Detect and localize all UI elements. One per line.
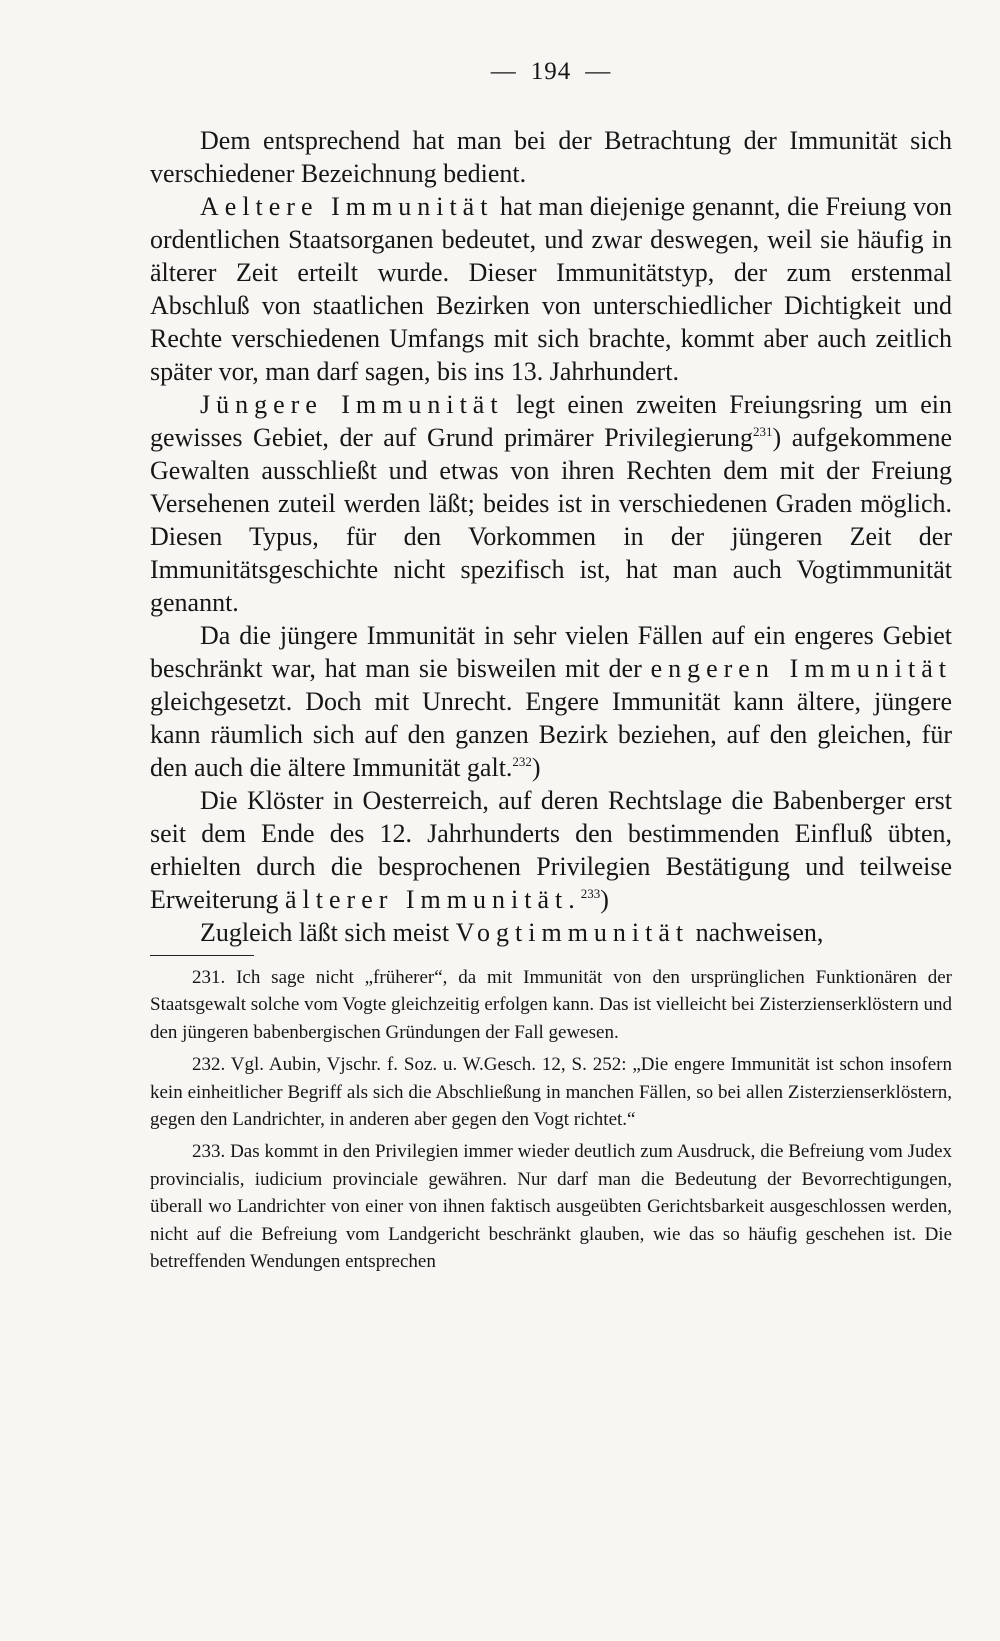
paragraph-1 <box>150 124 952 190</box>
footnote-233: 233. Das kommt in den Privilegien immer wieder deutlich zum Ausdruck, die Befreiung vom Judex provincialis, iudicium provinciale gewähren. Nur darf man die Bedeutung der Bevorrechtigungen, überall wo Landrichter von einer von ihnen faktisch ausgeübten Gerichtsbarkeit ausgeschlossen werden, nicht auf die Befreiung vom Landgericht beschränkt glauben, wie das so häufig geschehen ist. Die betreffenden Wendungen entsprechen <box>150 1141 952 1273</box>
footnote-ref-232[interactable]: 232 <box>512 754 532 769</box>
paragraph-5-text-c: ) <box>600 885 609 914</box>
paragraph-5 <box>150 784 952 916</box>
paragraph-3-text-a: legt einen zweiten Freiungsring um ein gewisses Gebiet, der auf Grund primärer Privilegierung <box>150 390 952 452</box>
page-number-dash-left: — <box>490 58 517 85</box>
page-number-value: 194 <box>530 58 572 85</box>
paragraph-2 <box>150 190 952 388</box>
paragraph-5-text-a: Die Klöster in Oesterreich, auf deren Rechtslage die Babenberger erst seit dem Ende des 12. Jahrhunderts den bestimmenden Einfluß übten, erhielten durch die besprochenen Privilegien Bestätigung und teilweise Erweiterung <box>150 786 952 914</box>
paragraph-1-text: Dem entsprechend hat man bei der Betrachtung der Immunität sich verschiedener Bezeichnung bedient. <box>150 126 952 188</box>
paragraph-4-text-b: gleichgesetzt. Doch mit Unrecht. Engere Immunität kann ältere, jüngere kann räumlich sich auf den ganzen Bezirk beziehen, auf den gleichen, für den auch die ältere Immunität galt. <box>150 687 952 782</box>
main-text <box>150 124 952 949</box>
footnote-ref-233[interactable]: 233 <box>580 886 601 901</box>
paragraph-4 <box>150 619 952 784</box>
page-number <box>150 58 952 86</box>
paragraph-4-text-a: Da die jüngere Immunität in sehr vielen Fällen auf ein engeres Gebiet beschränkt war, hat man sie bisweilen mit der <box>150 621 952 683</box>
book-page <box>150 58 952 1280</box>
paragraph-4-text-c: ) <box>531 753 541 782</box>
page-number-dash-right: — <box>585 58 612 85</box>
paragraph-6 <box>150 916 952 949</box>
footnote-232: 232. Vgl. Aubin, Vjschr. f. Soz. u. W.Gesch. 12, S. 252: „Die engere Immunität ist schon insofern kein einheitlicher Begriff als sich die Abschließung in manchen Fällen, so bei allen Zisterzienserklöstern, gegen den Landrichter, in anderen aber gegen den Vogt richtet.“ <box>150 1054 952 1131</box>
paragraph-6-text-b: nachweisen, <box>689 918 824 947</box>
term-aelterer-immunitaet: älterer Immunität. <box>285 885 581 914</box>
footnote-ref-231[interactable]: 231 <box>752 424 773 439</box>
footnote-separator <box>150 955 254 956</box>
paragraph-2-text: hat man diejenige genannt, die Freiung von ordentlichen Staatsorganen bedeutet, und zwar deswegen, weil sie häufig in älterer Zeit erteilt wurde. Dieser Immunitätstyp, der zum erstenmal Abschluß von staatlichen Bezirken von unterschiedlicher Dichtigkeit und Rechte verschiedenen Umfangs mit sich brachte, kommt aber auch zeitlich später vor, man darf sagen, bis ins 13. Jahrhundert. <box>150 192 952 386</box>
term-vogtimmunitaet: Vogtimmunität <box>455 918 690 947</box>
term-juengere-immunitaet: Jüngere Immunität <box>200 390 504 419</box>
paragraph-3 <box>150 388 952 619</box>
footnotes <box>150 964 952 1275</box>
term-engere-immunitaet: engeren Immunität <box>650 654 952 683</box>
paragraph-6-text-a: Zugleich läßt sich meist <box>200 918 456 947</box>
footnote-231: 231. Ich sage nicht „früherer“, da mit Immunität von den ursprünglichen Funktionären der Staatsgewalt solche vom Vogte gleichzeitig erfolgen kann. Das ist vielleicht bei Zisterzienserklöstern und den jüngeren babenbergischen Gründungen der Fall gewesen. <box>150 967 952 1043</box>
paragraph-3-text-b: ) aufgekommene Gewalten ausschließt und etwas von ihren Rechten dem mit der Freiung Versehenen zuteil werden läßt; beides ist in verschiedenen Graden möglich. Diesen Typus, für den Vorkommen in der jüngeren Zeit der Immunitätsgeschichte nicht spezifisch ist, hat man auch Vogtimmunität genannt. <box>150 423 952 617</box>
term-aeltere-immunitaet: Aeltere Immunität <box>200 192 494 221</box>
